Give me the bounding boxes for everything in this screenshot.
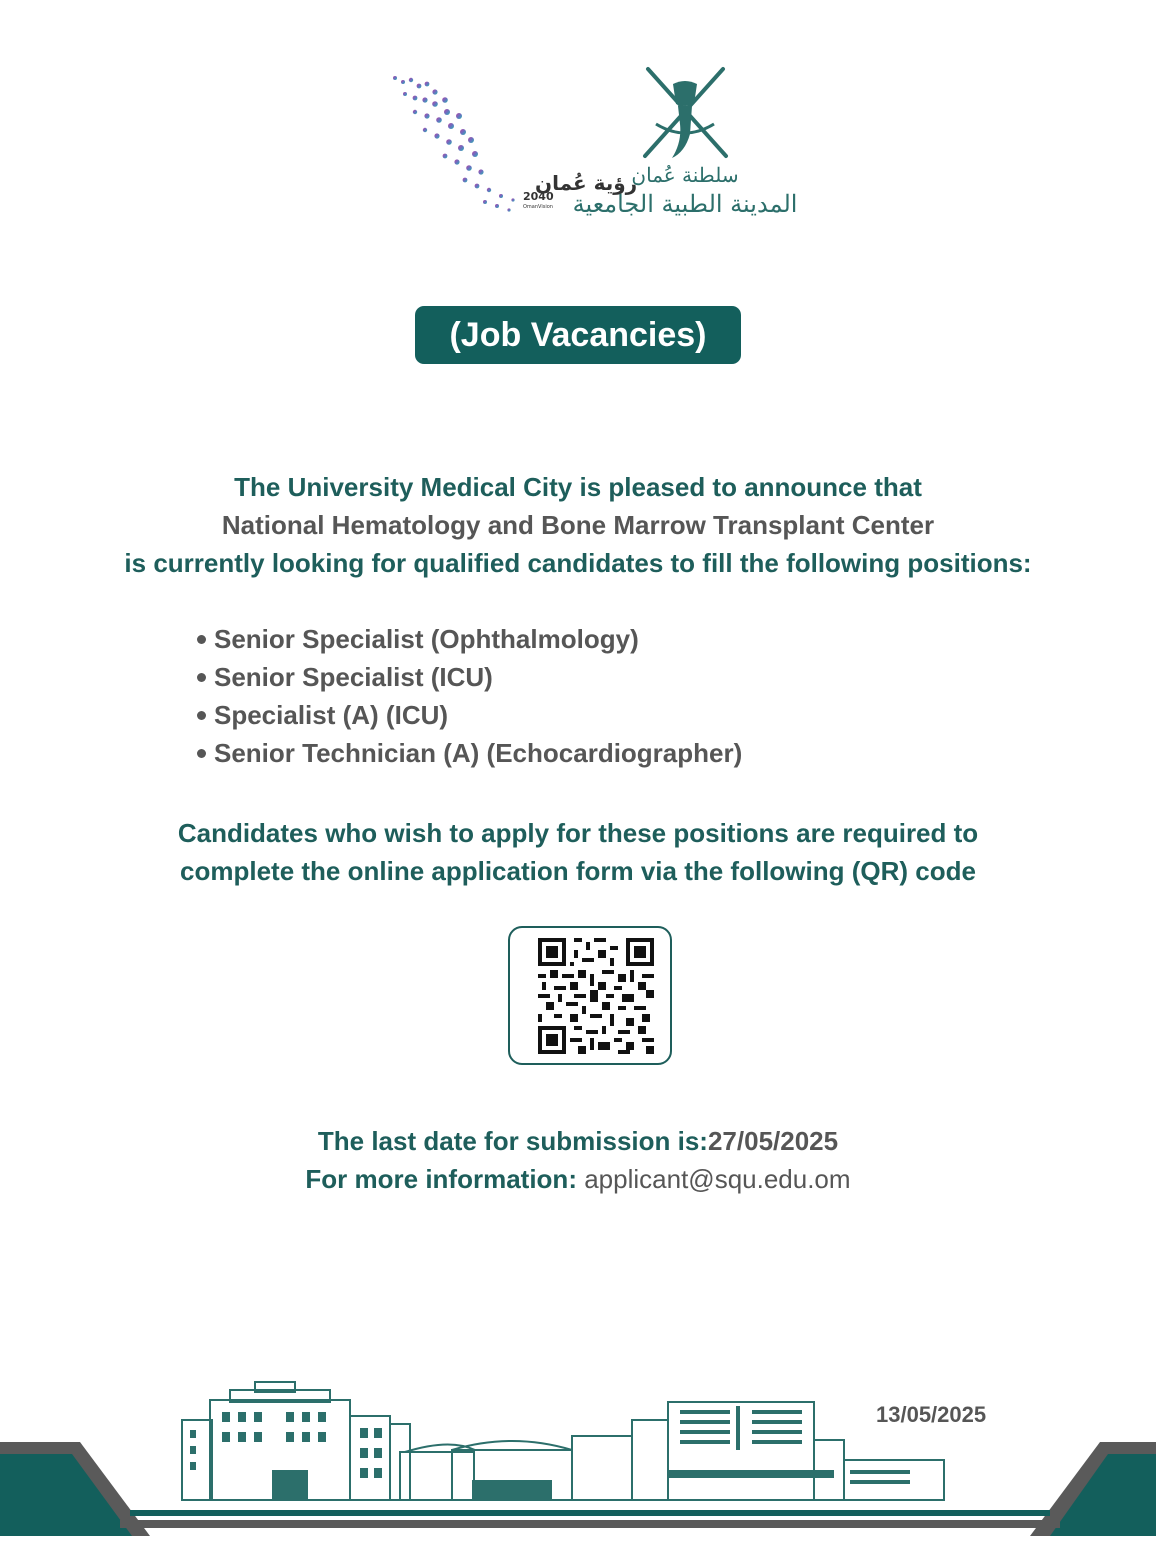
list-item (197, 620, 742, 658)
vision-arabic-text: رؤية عُمان (535, 171, 638, 195)
emblem-line2-text: المدينة الطبية الجامعية (572, 190, 798, 218)
intro-line-3: is currently looking for qualified candidates to fill the following positions: (124, 548, 1032, 578)
contact-email-link[interactable]: applicant@squ.edu.om (584, 1164, 851, 1194)
vision-sub-text: OmanVision (523, 204, 553, 210)
emblem-line1-text: سلطنة عُمان (631, 163, 739, 187)
contact-line (0, 1164, 1156, 1195)
position-label: Specialist (A) (ICU) (214, 700, 449, 730)
qr-code-frame[interactable] (508, 926, 672, 1065)
intro-line-2: National Hematology and Bone Marrow Transplant Center (221, 510, 935, 540)
position-label: Senior Specialist (Ophthalmology) (214, 624, 639, 654)
qr-code-icon[interactable] (538, 938, 654, 1054)
list-item (197, 734, 742, 772)
bullet-icon (197, 749, 206, 758)
intro-line-1: The University Medical City is pleased to announce that (234, 472, 922, 502)
position-label: Senior Specialist (ICU) (214, 662, 493, 692)
vision-year-text: 2040 (523, 190, 554, 203)
bullet-icon (197, 673, 206, 682)
contact-label: For more information: (305, 1164, 577, 1194)
list-item (197, 696, 742, 734)
deadline-label: The last date for submission is: (317, 1126, 708, 1156)
deadline-date: 27/05/2025 (707, 1126, 839, 1156)
bullet-icon (197, 711, 206, 720)
apply-line-2: complete the online application form via the following (QR) code (180, 856, 976, 886)
page-title: (Job Vacancies) (415, 306, 741, 364)
bullet-icon (197, 635, 206, 644)
list-item (197, 658, 742, 696)
positions-list (197, 620, 742, 772)
position-label: Senior Technician (A) (Echocardiographer) (214, 738, 743, 768)
issue-date: 13/05/2025 (876, 1402, 987, 1427)
apply-line-1: Candidates who wish to apply for these positions are required to (177, 818, 979, 848)
deadline-line (0, 1126, 1156, 1157)
